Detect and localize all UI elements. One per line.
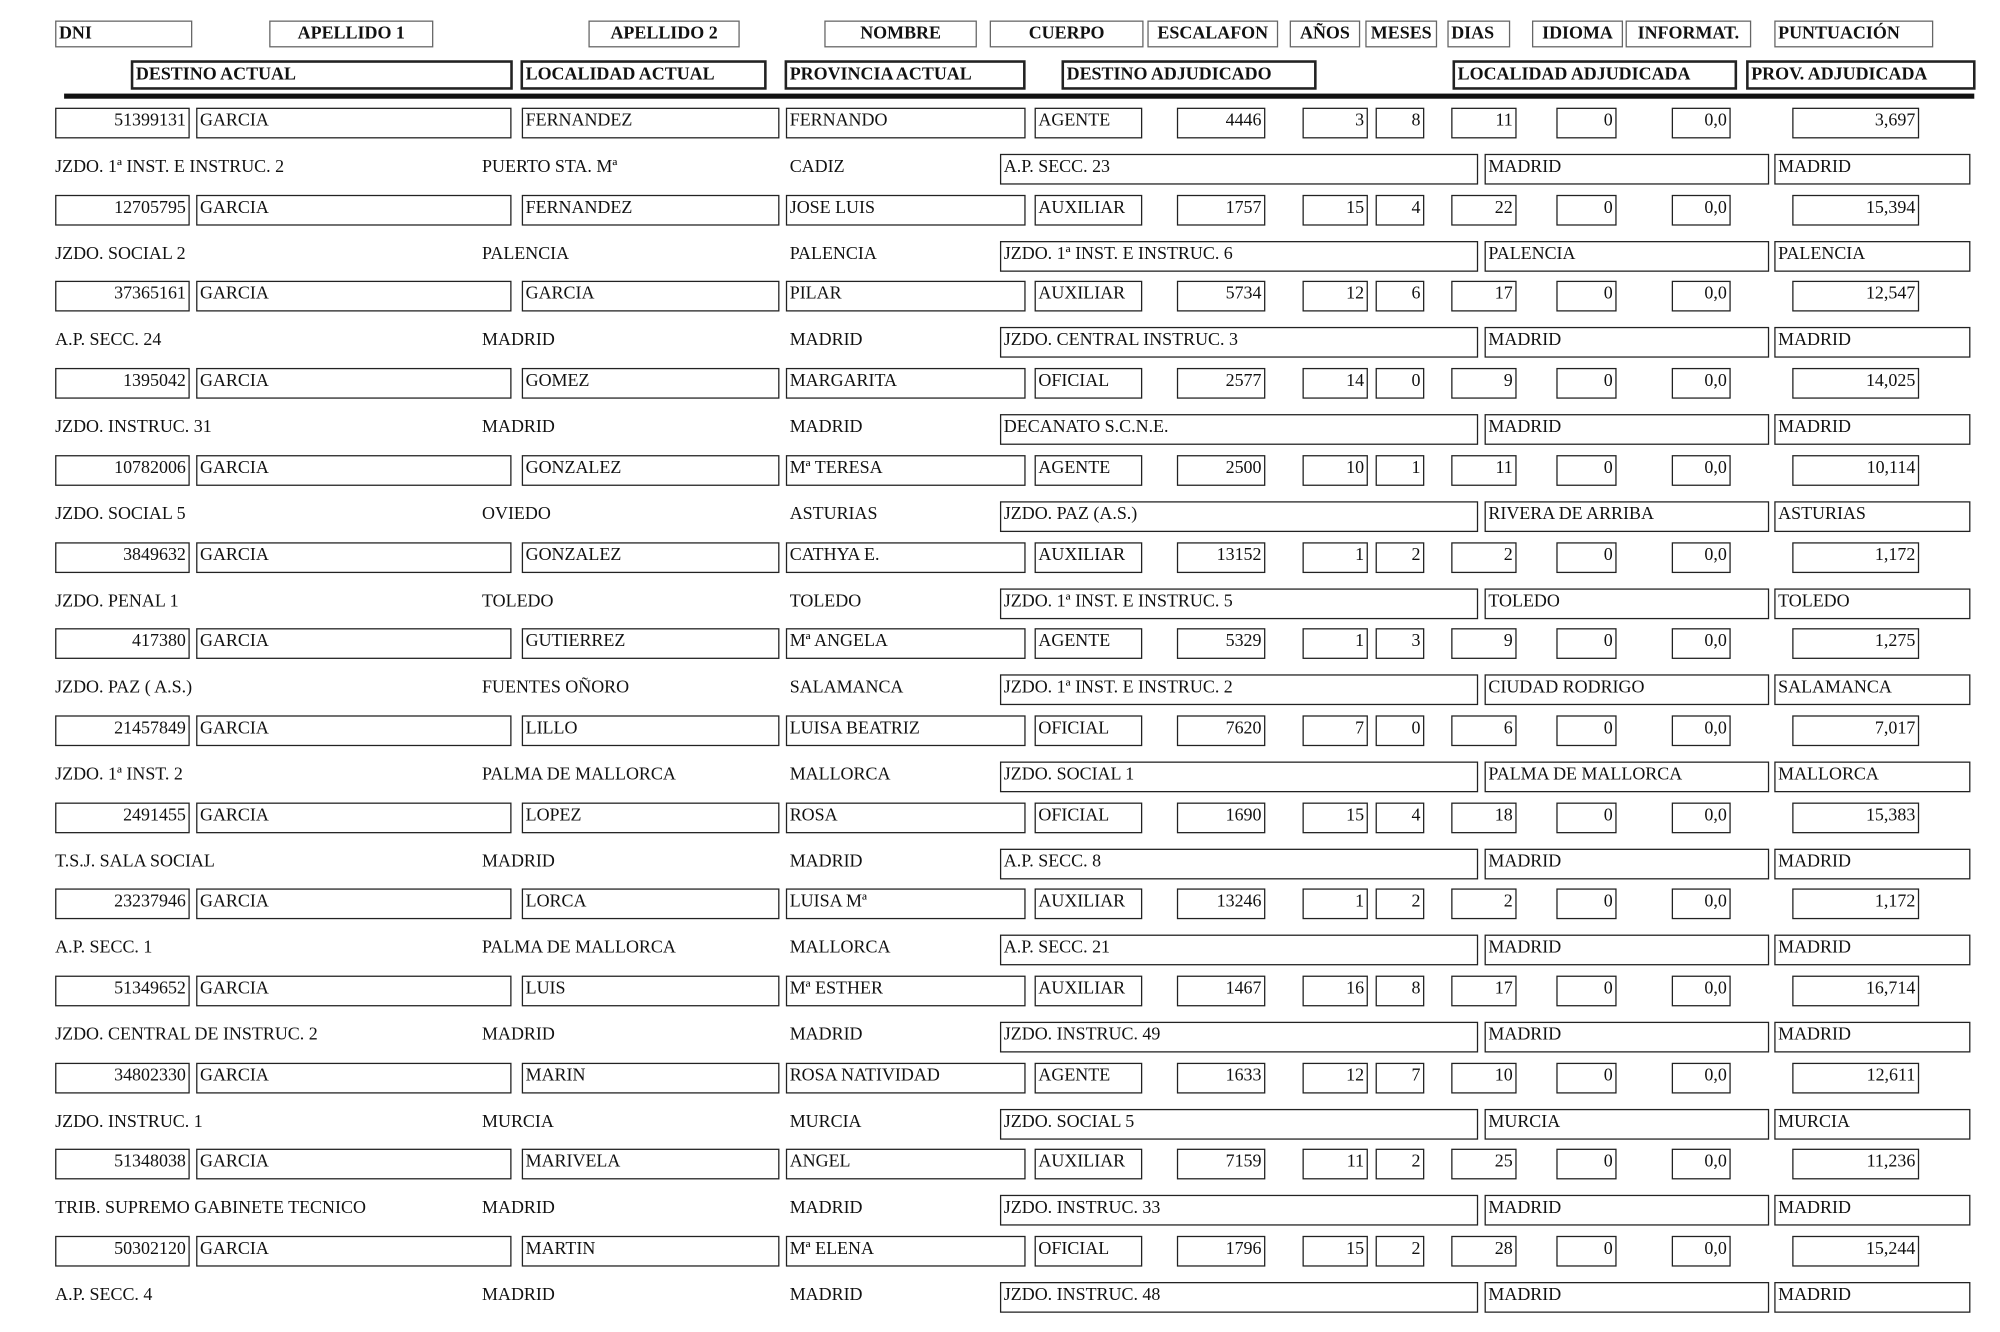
field-localidad-actual: PUERTO STA. Mª xyxy=(482,157,618,177)
field-provincia-actual: TOLEDO xyxy=(789,591,862,611)
field-localidad-adjudicada: MADRID xyxy=(1485,935,1770,966)
field-prov-adjudicada: MADRID xyxy=(1774,154,1970,185)
field-nombre: LUISA Mª xyxy=(786,889,1026,920)
field-anos: 1 xyxy=(1303,889,1368,920)
field-ap2: FERNANDEZ xyxy=(522,194,780,225)
header-apellido2: APELLIDO 2 xyxy=(588,21,739,48)
field-nombre: Mª ESTHER xyxy=(786,976,1026,1007)
field-localidad-actual: MADRID xyxy=(482,852,555,872)
field-informat: 0,0 xyxy=(1672,281,1731,312)
field-idioma: 0 xyxy=(1556,802,1616,833)
field-ap1: GARCIA xyxy=(196,1236,511,1267)
field-cuerpo: AUXILIAR xyxy=(1035,976,1143,1007)
field-cuerpo: OFICIAL xyxy=(1035,802,1143,833)
field-escalafon: 2577 xyxy=(1177,368,1265,399)
field-escalafon: 2500 xyxy=(1177,455,1265,486)
header-informat: INFORMAT. xyxy=(1626,21,1752,48)
field-nombre: CATHYA E. xyxy=(786,542,1026,573)
field-puntuacion: 1,275 xyxy=(1792,628,1919,659)
field-ap1: GARCIA xyxy=(196,194,511,225)
field-localidad-actual: TOLEDO xyxy=(482,591,554,611)
field-destino-actual: JZDO. 1ª INST. E INSTRUC. 2 xyxy=(55,157,285,177)
field-ap2: GONZALEZ xyxy=(522,542,780,573)
field-prov-adjudicada: SALAMANCA xyxy=(1774,675,1970,706)
field-provincia-actual: MADRID xyxy=(789,1285,863,1306)
header-localidad_actual: LOCALIDAD ACTUAL xyxy=(520,60,766,89)
field-destino-adjudicado: DECANATO S.C.N.E. xyxy=(1000,414,1478,445)
field-destino-actual: JZDO. CENTRAL DE INSTRUC. 2 xyxy=(55,1025,318,1045)
field-dias: 2 xyxy=(1451,889,1516,920)
field-prov-adjudicada: ASTURIAS xyxy=(1774,501,1970,532)
field-idioma: 0 xyxy=(1556,281,1616,312)
field-cuerpo: AGENTE xyxy=(1035,628,1143,659)
field-nombre: MARGARITA xyxy=(786,368,1026,399)
field-informat: 0,0 xyxy=(1672,108,1731,139)
field-anos: 15 xyxy=(1303,802,1368,833)
field-nombre: ROSA NATIVIDAD xyxy=(786,1062,1026,1093)
field-idioma: 0 xyxy=(1556,976,1616,1007)
field-meses: 7 xyxy=(1376,1062,1425,1093)
field-anos: 11 xyxy=(1303,1149,1368,1180)
header-prov_adjudicada: PROV. ADJUDICADA xyxy=(1746,60,1975,89)
field-dni: 50302120 xyxy=(55,1236,190,1267)
field-anos: 16 xyxy=(1303,976,1368,1007)
field-prov-adjudicada: TOLEDO xyxy=(1774,588,1970,619)
field-ap2: MARIN xyxy=(522,1062,780,1093)
field-puntuacion: 15,244 xyxy=(1792,1236,1919,1267)
field-prov-adjudicada: PALENCIA xyxy=(1774,241,1970,272)
field-destino-adjudicado: A.P. SECC. 8 xyxy=(1000,848,1478,879)
field-nombre: Mª ANGELA xyxy=(786,628,1026,659)
field-prov-adjudicada: MALLORCA xyxy=(1774,761,1970,792)
field-dias: 11 xyxy=(1451,108,1516,139)
field-informat: 0,0 xyxy=(1672,1236,1731,1267)
field-provincia-actual: PALENCIA xyxy=(789,244,877,264)
field-dias: 18 xyxy=(1451,802,1516,833)
field-cuerpo: AUXILIAR xyxy=(1035,194,1143,225)
header-dni: DNI xyxy=(55,21,192,48)
field-informat: 0,0 xyxy=(1672,976,1731,1007)
field-escalafon: 7159 xyxy=(1177,1149,1265,1180)
field-dni: 51349652 xyxy=(55,976,190,1007)
header-idioma: IDIOMA xyxy=(1532,21,1623,48)
field-dni: 34802330 xyxy=(55,1062,190,1093)
field-provincia-actual: MADRID xyxy=(789,852,863,872)
field-escalafon: 5329 xyxy=(1177,628,1265,659)
field-meses: 0 xyxy=(1376,368,1425,399)
field-destino-adjudicado: A.P. SECC. 21 xyxy=(1000,935,1478,966)
field-informat: 0,0 xyxy=(1672,802,1731,833)
field-localidad-adjudicada: MADRID xyxy=(1485,1022,1770,1053)
field-destino-adjudicado: JZDO. SOCIAL 1 xyxy=(1000,761,1478,792)
field-puntuacion: 11,236 xyxy=(1792,1149,1919,1180)
field-localidad-adjudicada: PALENCIA xyxy=(1485,241,1770,272)
field-dias: 10 xyxy=(1451,1062,1516,1093)
field-anos: 12 xyxy=(1303,281,1368,312)
field-provincia-actual: MALLORCA xyxy=(789,765,891,785)
field-localidad-adjudicada: MADRID xyxy=(1485,1195,1770,1226)
field-nombre: Mª ELENA xyxy=(786,1236,1026,1267)
field-nombre: ROSA xyxy=(786,802,1026,833)
header-cuerpo: CUERPO xyxy=(990,21,1144,48)
field-meses: 8 xyxy=(1376,976,1425,1007)
field-dias: 2 xyxy=(1451,542,1516,573)
field-destino-adjudicado: JZDO. CENTRAL INSTRUC. 3 xyxy=(1000,327,1478,358)
field-prov-adjudicada: MADRID xyxy=(1774,1282,1970,1313)
field-destino-adjudicado: A.P. SECC. 23 xyxy=(1000,154,1478,185)
field-dias: 17 xyxy=(1451,281,1516,312)
field-cuerpo: AUXILIAR xyxy=(1035,889,1143,920)
field-idioma: 0 xyxy=(1556,1062,1616,1093)
field-dni: 51348038 xyxy=(55,1149,190,1180)
field-escalafon: 1796 xyxy=(1177,1236,1265,1267)
field-dias: 11 xyxy=(1451,455,1516,486)
field-localidad-adjudicada: RIVERA DE ARRIBA xyxy=(1485,501,1770,532)
header-meses: MESES xyxy=(1365,21,1437,48)
field-dias: 28 xyxy=(1451,1236,1516,1267)
field-nombre: ANGEL xyxy=(786,1149,1026,1180)
field-nombre: LUISA BEATRIZ xyxy=(786,715,1026,746)
field-destino-actual: JZDO. SOCIAL 2 xyxy=(55,244,186,264)
field-prov-adjudicada: MADRID xyxy=(1774,1022,1970,1053)
field-anos: 1 xyxy=(1303,628,1368,659)
field-puntuacion: 15,394 xyxy=(1792,194,1919,225)
field-ap1: GARCIA xyxy=(196,368,511,399)
field-destino-actual: JZDO. INSTRUC. 31 xyxy=(55,418,212,438)
field-dni: 37365161 xyxy=(55,281,190,312)
field-ap2: LOPEZ xyxy=(522,802,780,833)
field-destino-actual: JZDO. 1ª INST. 2 xyxy=(55,765,183,785)
field-puntuacion: 12,547 xyxy=(1792,281,1919,312)
field-provincia-actual: CADIZ xyxy=(789,157,845,177)
field-localidad-adjudicada: PALMA DE MALLORCA xyxy=(1485,761,1770,792)
field-cuerpo: AGENTE xyxy=(1035,1062,1143,1093)
field-idioma: 0 xyxy=(1556,1236,1616,1267)
field-dni: 3849632 xyxy=(55,542,190,573)
field-informat: 0,0 xyxy=(1672,715,1731,746)
field-destino-actual: A.P. SECC. 4 xyxy=(55,1285,153,1306)
field-puntuacion: 3,697 xyxy=(1792,108,1919,139)
field-destino-adjudicado: JZDO. INSTRUC. 48 xyxy=(1000,1282,1478,1313)
field-puntuacion: 1,172 xyxy=(1792,889,1919,920)
field-puntuacion: 7,017 xyxy=(1792,715,1919,746)
field-escalafon: 1757 xyxy=(1177,194,1265,225)
field-ap1: GARCIA xyxy=(196,455,511,486)
field-escalafon: 13152 xyxy=(1177,542,1265,573)
field-localidad-actual: MADRID xyxy=(482,1285,555,1306)
field-dni: 10782006 xyxy=(55,455,190,486)
field-prov-adjudicada: MURCIA xyxy=(1774,1109,1970,1140)
header-divider xyxy=(64,94,1974,99)
field-meses: 1 xyxy=(1376,455,1425,486)
field-ap2: GONZALEZ xyxy=(522,455,780,486)
field-idioma: 0 xyxy=(1556,542,1616,573)
field-provincia-actual: MADRID xyxy=(789,1025,863,1045)
field-dias: 6 xyxy=(1451,715,1516,746)
field-ap2: GUTIERREZ xyxy=(522,628,780,659)
field-ap2: FERNANDEZ xyxy=(522,108,780,139)
header-localidad_adjudicada: LOCALIDAD ADJUDICADA xyxy=(1453,60,1738,89)
field-ap1: GARCIA xyxy=(196,108,511,139)
field-cuerpo: AGENTE xyxy=(1035,455,1143,486)
field-localidad-actual: MADRID xyxy=(482,331,555,351)
field-dni: 51399131 xyxy=(55,108,190,139)
field-localidad-adjudicada: MADRID xyxy=(1485,414,1770,445)
field-prov-adjudicada: MADRID xyxy=(1774,1195,1970,1226)
field-ap1: GARCIA xyxy=(196,1062,511,1093)
field-nombre: Mª TERESA xyxy=(786,455,1026,486)
field-anos: 1 xyxy=(1303,542,1368,573)
field-cuerpo: AUXILIAR xyxy=(1035,281,1143,312)
field-provincia-actual: MADRID xyxy=(789,418,863,438)
field-anos: 12 xyxy=(1303,1062,1368,1093)
field-escalafon: 5734 xyxy=(1177,281,1265,312)
field-destino-actual: JZDO. INSTRUC. 1 xyxy=(55,1112,203,1132)
field-meses: 4 xyxy=(1376,194,1425,225)
field-ap1: GARCIA xyxy=(196,715,511,746)
field-ap2: LORCA xyxy=(522,889,780,920)
field-ap1: GARCIA xyxy=(196,889,511,920)
field-meses: 0 xyxy=(1376,715,1425,746)
field-informat: 0,0 xyxy=(1672,455,1731,486)
field-idioma: 0 xyxy=(1556,194,1616,225)
field-meses: 6 xyxy=(1376,281,1425,312)
header-anos: AÑOS xyxy=(1290,21,1361,48)
field-puntuacion: 15,383 xyxy=(1792,802,1919,833)
field-dni: 1395042 xyxy=(55,368,190,399)
field-destino-adjudicado: JZDO. 1ª INST. E INSTRUC. 5 xyxy=(1000,588,1478,619)
header-destino_actual: DESTINO ACTUAL xyxy=(131,60,513,89)
field-localidad-adjudicada: MADRID xyxy=(1485,327,1770,358)
field-dias: 17 xyxy=(1451,976,1516,1007)
field-anos: 7 xyxy=(1303,715,1368,746)
field-destino-actual: T.S.J. SALA SOCIAL xyxy=(55,852,215,872)
field-ap2: LUIS xyxy=(522,976,780,1007)
field-dias: 9 xyxy=(1451,628,1516,659)
field-provincia-actual: MADRID xyxy=(789,331,863,351)
field-localidad-adjudicada: MADRID xyxy=(1485,154,1770,185)
field-anos: 10 xyxy=(1303,455,1368,486)
field-destino-adjudicado: JZDO. INSTRUC. 33 xyxy=(1000,1195,1478,1226)
field-ap1: GARCIA xyxy=(196,542,511,573)
field-anos: 3 xyxy=(1303,108,1368,139)
field-anos: 15 xyxy=(1303,194,1368,225)
field-prov-adjudicada: MADRID xyxy=(1774,414,1970,445)
field-dni: 417380 xyxy=(55,628,190,659)
field-localidad-adjudicada: MADRID xyxy=(1485,1282,1770,1313)
header-destino_adjudicado: DESTINO ADJUDICADO xyxy=(1061,60,1316,89)
field-prov-adjudicada: MADRID xyxy=(1774,327,1970,358)
field-escalafon: 1467 xyxy=(1177,976,1265,1007)
field-escalafon: 4446 xyxy=(1177,108,1265,139)
field-destino-actual: A.P. SECC. 1 xyxy=(55,938,153,959)
field-meses: 2 xyxy=(1376,1149,1425,1180)
header-dias: DIAS xyxy=(1447,21,1510,48)
field-provincia-actual: MADRID xyxy=(789,1199,863,1219)
field-informat: 0,0 xyxy=(1672,194,1731,225)
field-meses: 3 xyxy=(1376,628,1425,659)
field-anos: 14 xyxy=(1303,368,1368,399)
field-ap2: GOMEZ xyxy=(522,368,780,399)
field-nombre: FERNANDO xyxy=(786,108,1026,139)
field-ap1: GARCIA xyxy=(196,1149,511,1180)
field-puntuacion: 1,172 xyxy=(1792,542,1919,573)
field-dni: 2491455 xyxy=(55,802,190,833)
field-prov-adjudicada: MADRID xyxy=(1774,848,1970,879)
field-escalafon: 13246 xyxy=(1177,889,1265,920)
field-provincia-actual: MURCIA xyxy=(789,1112,862,1132)
header-escalafon: ESCALAFON xyxy=(1147,21,1278,48)
field-dni: 21457849 xyxy=(55,715,190,746)
field-dias: 9 xyxy=(1451,368,1516,399)
field-nombre: JOSE LUIS xyxy=(786,194,1026,225)
field-idioma: 0 xyxy=(1556,628,1616,659)
field-cuerpo: OFICIAL xyxy=(1035,368,1143,399)
field-meses: 2 xyxy=(1376,1236,1425,1267)
field-localidad-actual: PALENCIA xyxy=(482,244,570,264)
field-localidad-adjudicada: MURCIA xyxy=(1485,1109,1770,1140)
field-ap1: GARCIA xyxy=(196,281,511,312)
field-localidad-actual: MADRID xyxy=(482,1199,555,1219)
field-informat: 0,0 xyxy=(1672,628,1731,659)
field-cuerpo: OFICIAL xyxy=(1035,1236,1143,1267)
field-destino-adjudicado: JZDO. INSTRUC. 49 xyxy=(1000,1022,1478,1053)
field-idioma: 0 xyxy=(1556,368,1616,399)
field-escalafon: 7620 xyxy=(1177,715,1265,746)
field-puntuacion: 12,611 xyxy=(1792,1062,1919,1093)
field-idioma: 0 xyxy=(1556,455,1616,486)
field-dni: 23237946 xyxy=(55,889,190,920)
field-destino-actual: JZDO. SOCIAL 5 xyxy=(55,504,186,525)
field-cuerpo: AUXILIAR xyxy=(1035,1149,1143,1180)
field-destino-actual: JZDO. PENAL 1 xyxy=(55,591,179,611)
field-cuerpo: AGENTE xyxy=(1035,108,1143,139)
field-escalafon: 1633 xyxy=(1177,1062,1265,1093)
field-destino-actual: TRIB. SUPREMO GABINETE TECNICO xyxy=(55,1199,366,1219)
field-puntuacion: 16,714 xyxy=(1792,976,1919,1007)
field-idioma: 0 xyxy=(1556,889,1616,920)
field-provincia-actual: MALLORCA xyxy=(789,938,891,959)
header-provincia_actual: PROVINCIA ACTUAL xyxy=(785,60,1026,89)
field-dni: 12705795 xyxy=(55,194,190,225)
field-ap1: GARCIA xyxy=(196,976,511,1007)
field-puntuacion: 14,025 xyxy=(1792,368,1919,399)
field-meses: 8 xyxy=(1376,108,1425,139)
field-localidad-actual: OVIEDO xyxy=(482,504,551,525)
field-meses: 2 xyxy=(1376,889,1425,920)
field-prov-adjudicada: MADRID xyxy=(1774,935,1970,966)
field-informat: 0,0 xyxy=(1672,1149,1731,1180)
field-provincia-actual: ASTURIAS xyxy=(789,504,878,525)
field-localidad-adjudicada: MADRID xyxy=(1485,848,1770,879)
field-ap1: GARCIA xyxy=(196,628,511,659)
field-nombre: PILAR xyxy=(786,281,1026,312)
field-cuerpo: AUXILIAR xyxy=(1035,542,1143,573)
field-destino-adjudicado: JZDO. 1ª INST. E INSTRUC. 6 xyxy=(1000,241,1478,272)
field-destino-actual: A.P. SECC. 24 xyxy=(55,331,162,351)
field-informat: 0,0 xyxy=(1672,889,1731,920)
field-cuerpo: OFICIAL xyxy=(1035,715,1143,746)
field-provincia-actual: SALAMANCA xyxy=(789,678,904,698)
field-ap2: MARTIN xyxy=(522,1236,780,1267)
header-puntuacion: PUNTUACIÓN xyxy=(1774,21,1933,48)
field-localidad-actual: PALMA DE MALLORCA xyxy=(482,765,676,785)
field-idioma: 0 xyxy=(1556,715,1616,746)
header-nombre: NOMBRE xyxy=(824,21,977,48)
field-localidad-actual: MURCIA xyxy=(482,1112,554,1132)
field-destino-actual: JZDO. PAZ ( A.S.) xyxy=(55,678,193,698)
field-localidad-actual: MADRID xyxy=(482,1025,555,1045)
field-ap2: LILLO xyxy=(522,715,780,746)
field-meses: 2 xyxy=(1376,542,1425,573)
field-ap2: MARIVELA xyxy=(522,1149,780,1180)
field-ap2: GARCIA xyxy=(522,281,780,312)
field-ap1: GARCIA xyxy=(196,802,511,833)
field-localidad-actual: MADRID xyxy=(482,418,555,438)
field-informat: 0,0 xyxy=(1672,1062,1731,1093)
field-localidad-actual: FUENTES OÑORO xyxy=(482,678,630,698)
field-localidad-actual: PALMA DE MALLORCA xyxy=(482,938,676,959)
field-puntuacion: 10,114 xyxy=(1792,455,1919,486)
header-apellido1: APELLIDO 1 xyxy=(269,21,433,48)
field-idioma: 0 xyxy=(1556,1149,1616,1180)
field-destino-adjudicado: JZDO. SOCIAL 5 xyxy=(1000,1109,1478,1140)
field-informat: 0,0 xyxy=(1672,542,1731,573)
field-anos: 15 xyxy=(1303,1236,1368,1267)
field-dias: 25 xyxy=(1451,1149,1516,1180)
field-destino-adjudicado: JZDO. 1ª INST. E INSTRUC. 2 xyxy=(1000,675,1478,706)
field-localidad-adjudicada: CIUDAD RODRIGO xyxy=(1485,675,1770,706)
field-dias: 22 xyxy=(1451,194,1516,225)
field-informat: 0,0 xyxy=(1672,368,1731,399)
field-escalafon: 1690 xyxy=(1177,802,1265,833)
field-meses: 4 xyxy=(1376,802,1425,833)
field-localidad-adjudicada: TOLEDO xyxy=(1485,588,1770,619)
field-idioma: 0 xyxy=(1556,108,1616,139)
field-destino-adjudicado: JZDO. PAZ (A.S.) xyxy=(1000,501,1478,532)
